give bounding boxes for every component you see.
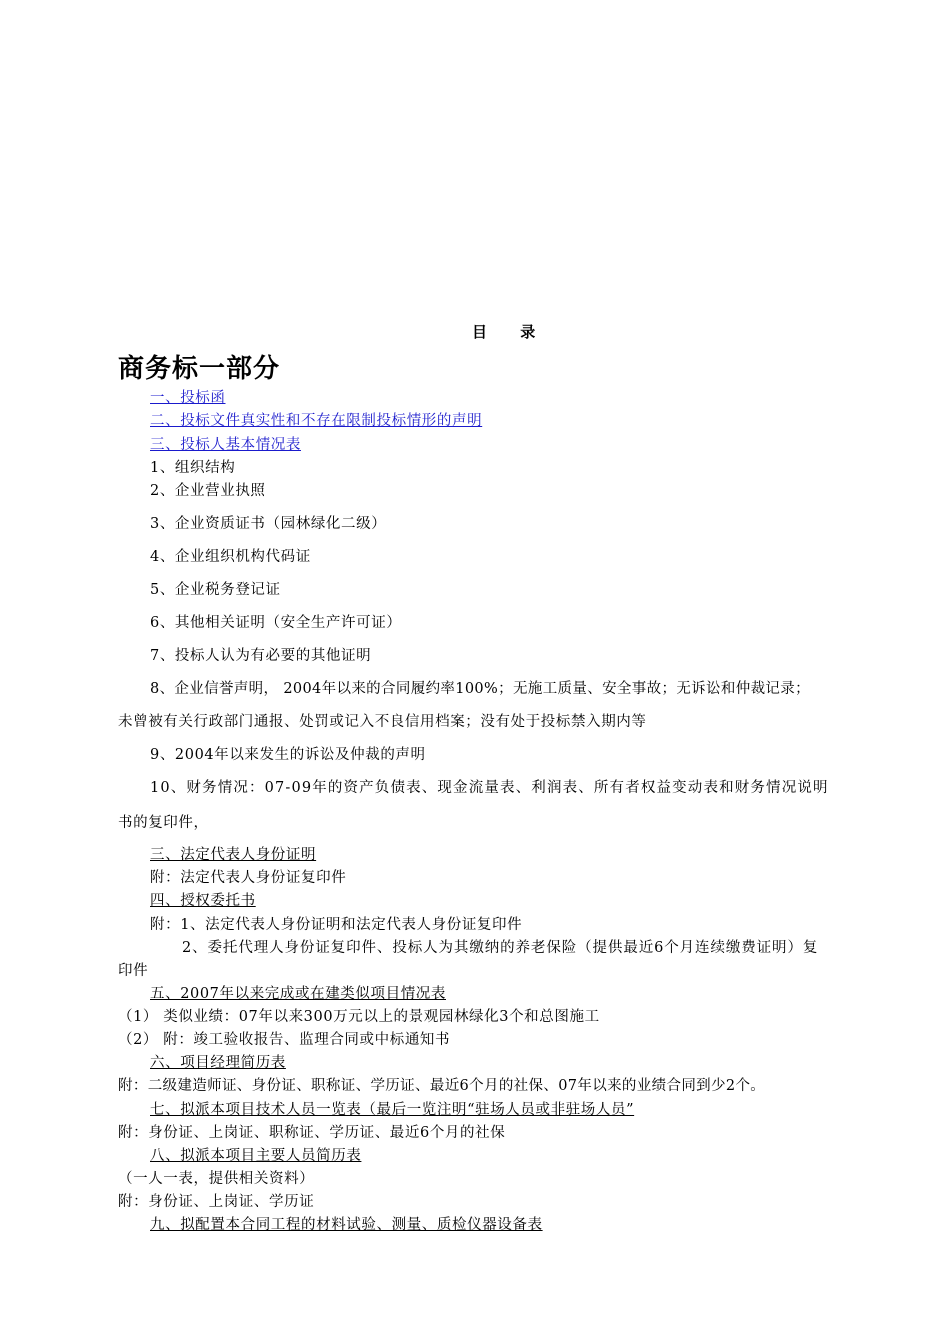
toc-attachment-legal-rep-id: 附：法定代表人身份证复印件 — [150, 870, 347, 886]
toc-link-similar-projects[interactable]: 五、2007年以来完成或在建类似项目情况表 — [150, 986, 446, 1002]
toc-title: 目 录 — [472, 323, 550, 341]
toc-note-one-per-person: （一人一表，提供相关资料） — [118, 1171, 315, 1187]
toc-link-bidder-info-table[interactable]: 三、投标人基本情况表 — [150, 437, 301, 453]
toc-link-power-of-attorney[interactable]: 四、授权委托书 — [150, 893, 256, 909]
toc-link-key-staff-resume[interactable]: 八、拟派本项目主要人员简历表 — [150, 1148, 362, 1164]
toc-item-financial: 10、财务情况：07-09年的资产负债表、现金流量表、利润表、所有者权益变动表和财务情况说明 — [150, 780, 829, 796]
toc-link-authenticity-statement[interactable]: 二、投标文件真实性和不存在限制投标情形的声明 — [150, 413, 483, 429]
toc-item-credit-statement: 8、企业信誉声明， 2004年以来的合同履约率100%；无施工质量、安全事故；无诉讼和仲裁记录； — [150, 681, 810, 697]
toc-item-litigation-statement: 9、2004年以来发生的诉讼及仲裁的声明 — [150, 747, 426, 763]
toc-attachment-pm: 附：二级建造师证、身份证、职称证、学历证、最近6个月的社保、07年以来的业绩合同到少2个。 — [118, 1078, 766, 1094]
toc-link-bid-letter[interactable]: 一、投标函 — [150, 390, 226, 406]
toc-item-other-proof: 7、投标人认为有必要的其他证明 — [150, 648, 372, 664]
toc-attachment-tech-staff: 附：身份证、上岗证、职称证、学历证、最近6个月的社保 — [118, 1125, 506, 1141]
section-title: 商务标一部分 — [118, 354, 281, 384]
toc-item-tax-cert: 5、企业税务登记证 — [150, 582, 281, 598]
toc-attachment-key-staff: 附：身份证、上岗证、学历证 — [118, 1194, 315, 1210]
toc-item-business-license: 2、企业营业执照 — [150, 483, 266, 499]
toc-attachment-poa-2: 2、委托代理人身份证复印件、投标人为其缴纳的养老保险（提供最近6个月连续缴费证明）复 — [182, 940, 819, 956]
toc-link-equipment-table[interactable]: 九、拟配置本合同工程的材料试验、测量、质检仪器设备表 — [150, 1217, 543, 1233]
toc-item-qualification-cert: 3、企业资质证书（园林绿化二级） — [150, 516, 387, 532]
toc-item-similar-performance: （1） 类似业绩：07年以来300万元以上的景观园林绿化3个和总图施工 — [118, 1009, 600, 1025]
toc-attachment-poa-1: 附：1、法定代表人身份证明和法定代表人身份证复印件 — [150, 917, 523, 933]
toc-link-tech-staff-list[interactable]: 七、拟派本项目技术人员一览表（最后一览注明“驻场人员或非驻场人员” — [150, 1102, 635, 1118]
toc-item-org-code-cert: 4、企业组织机构代码证 — [150, 549, 311, 565]
toc-item-completion-report: （2） 附：竣工验收报告、监理合同或中标通知书 — [118, 1032, 451, 1048]
toc-item-financial-cont: 书的复印件， — [118, 815, 209, 831]
toc-item-other-cert: 6、其他相关证明（安全生产许可证） — [150, 615, 402, 631]
toc-link-legal-rep-proof[interactable]: 三、法定代表人身份证明 — [150, 847, 317, 863]
toc-item-credit-statement-cont: 未曾被有关行政部门通报、处罚或记入不良信用档案；没有处于投标禁入期内等 — [118, 714, 647, 730]
toc-attachment-poa-2-cont: 印件 — [118, 963, 149, 979]
toc-link-pm-resume[interactable]: 六、项目经理简历表 — [150, 1055, 286, 1071]
toc-item-org-structure: 1、组织结构 — [150, 460, 236, 476]
